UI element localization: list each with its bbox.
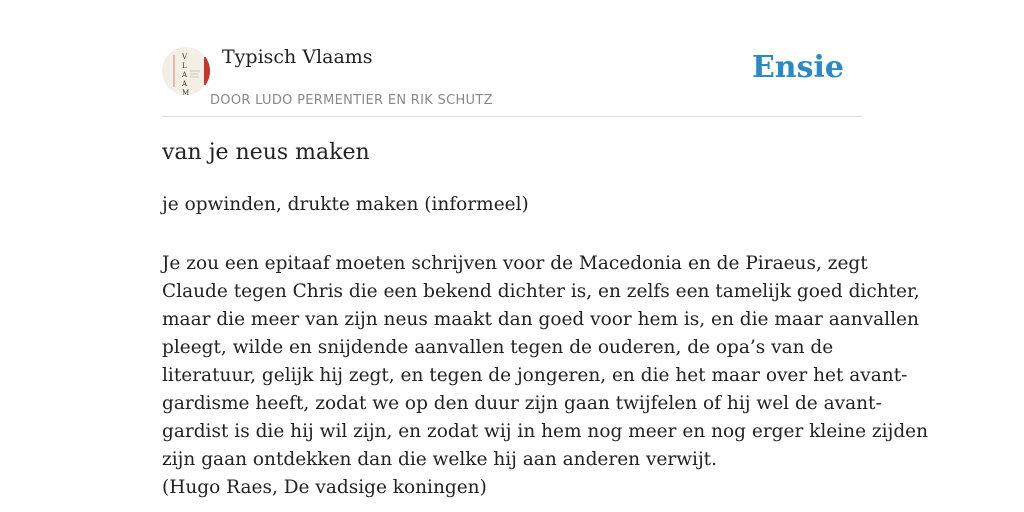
- quote-line: Claude tegen Chris die een bekend dichter is, en zelfs een tamelijk goed dichter,: [162, 281, 920, 302]
- book-cover-logo[interactable]: [162, 47, 210, 95]
- svg-text:V: V: [182, 53, 188, 61]
- book-authors: DOOR LUDO PERMENTIER EN RIK SCHUTZ: [210, 93, 493, 108]
- quote-line: pleegt, wilde en snijdende aanvallen tegen de ouderen, de opa’s van de: [162, 337, 834, 358]
- svg-text:L: L: [182, 62, 187, 70]
- page-header: [162, 40, 862, 117]
- svg-text:M: M: [182, 89, 190, 95]
- ensie-brand-logo[interactable]: Ensie: [751, 50, 844, 85]
- entry-definition: je opwinden, drukte maken (informeel): [162, 194, 529, 215]
- svg-text:A: A: [182, 80, 188, 88]
- quote-line: zijn gaan ontdekken dan die welke hij aan anderen verwijt.: [162, 449, 717, 470]
- book-cover-image: [162, 47, 210, 95]
- svg-text:A: A: [182, 71, 188, 79]
- entry-quote: [162, 250, 929, 502]
- quote-line: Je zou een epitaaf moeten schrijven voor de Macedonia en de Piraeus, zegt: [162, 253, 868, 274]
- entry-headword: van je neus maken: [162, 140, 370, 165]
- quote-line: gardist is die hij wil zijn, en zodat wij in hem nog meer en nog erger kleine zijden: [162, 421, 929, 442]
- quote-line: maar die meer van zijn neus maakt dan goed voor hem is, en die maar aanvallen: [162, 309, 919, 330]
- quote-source: (Hugo Raes, De vadsige koningen): [162, 477, 487, 498]
- quote-line: gardisme heeft, zodat we op den duur zijn gaan twijfelen of hij wel de avant-: [162, 393, 882, 414]
- book-title[interactable]: Typisch Vlaams: [222, 46, 373, 68]
- quote-line: literatuur, gelijk hij zegt, en tegen de jongeren, en die het maar over het avant-: [162, 365, 908, 386]
